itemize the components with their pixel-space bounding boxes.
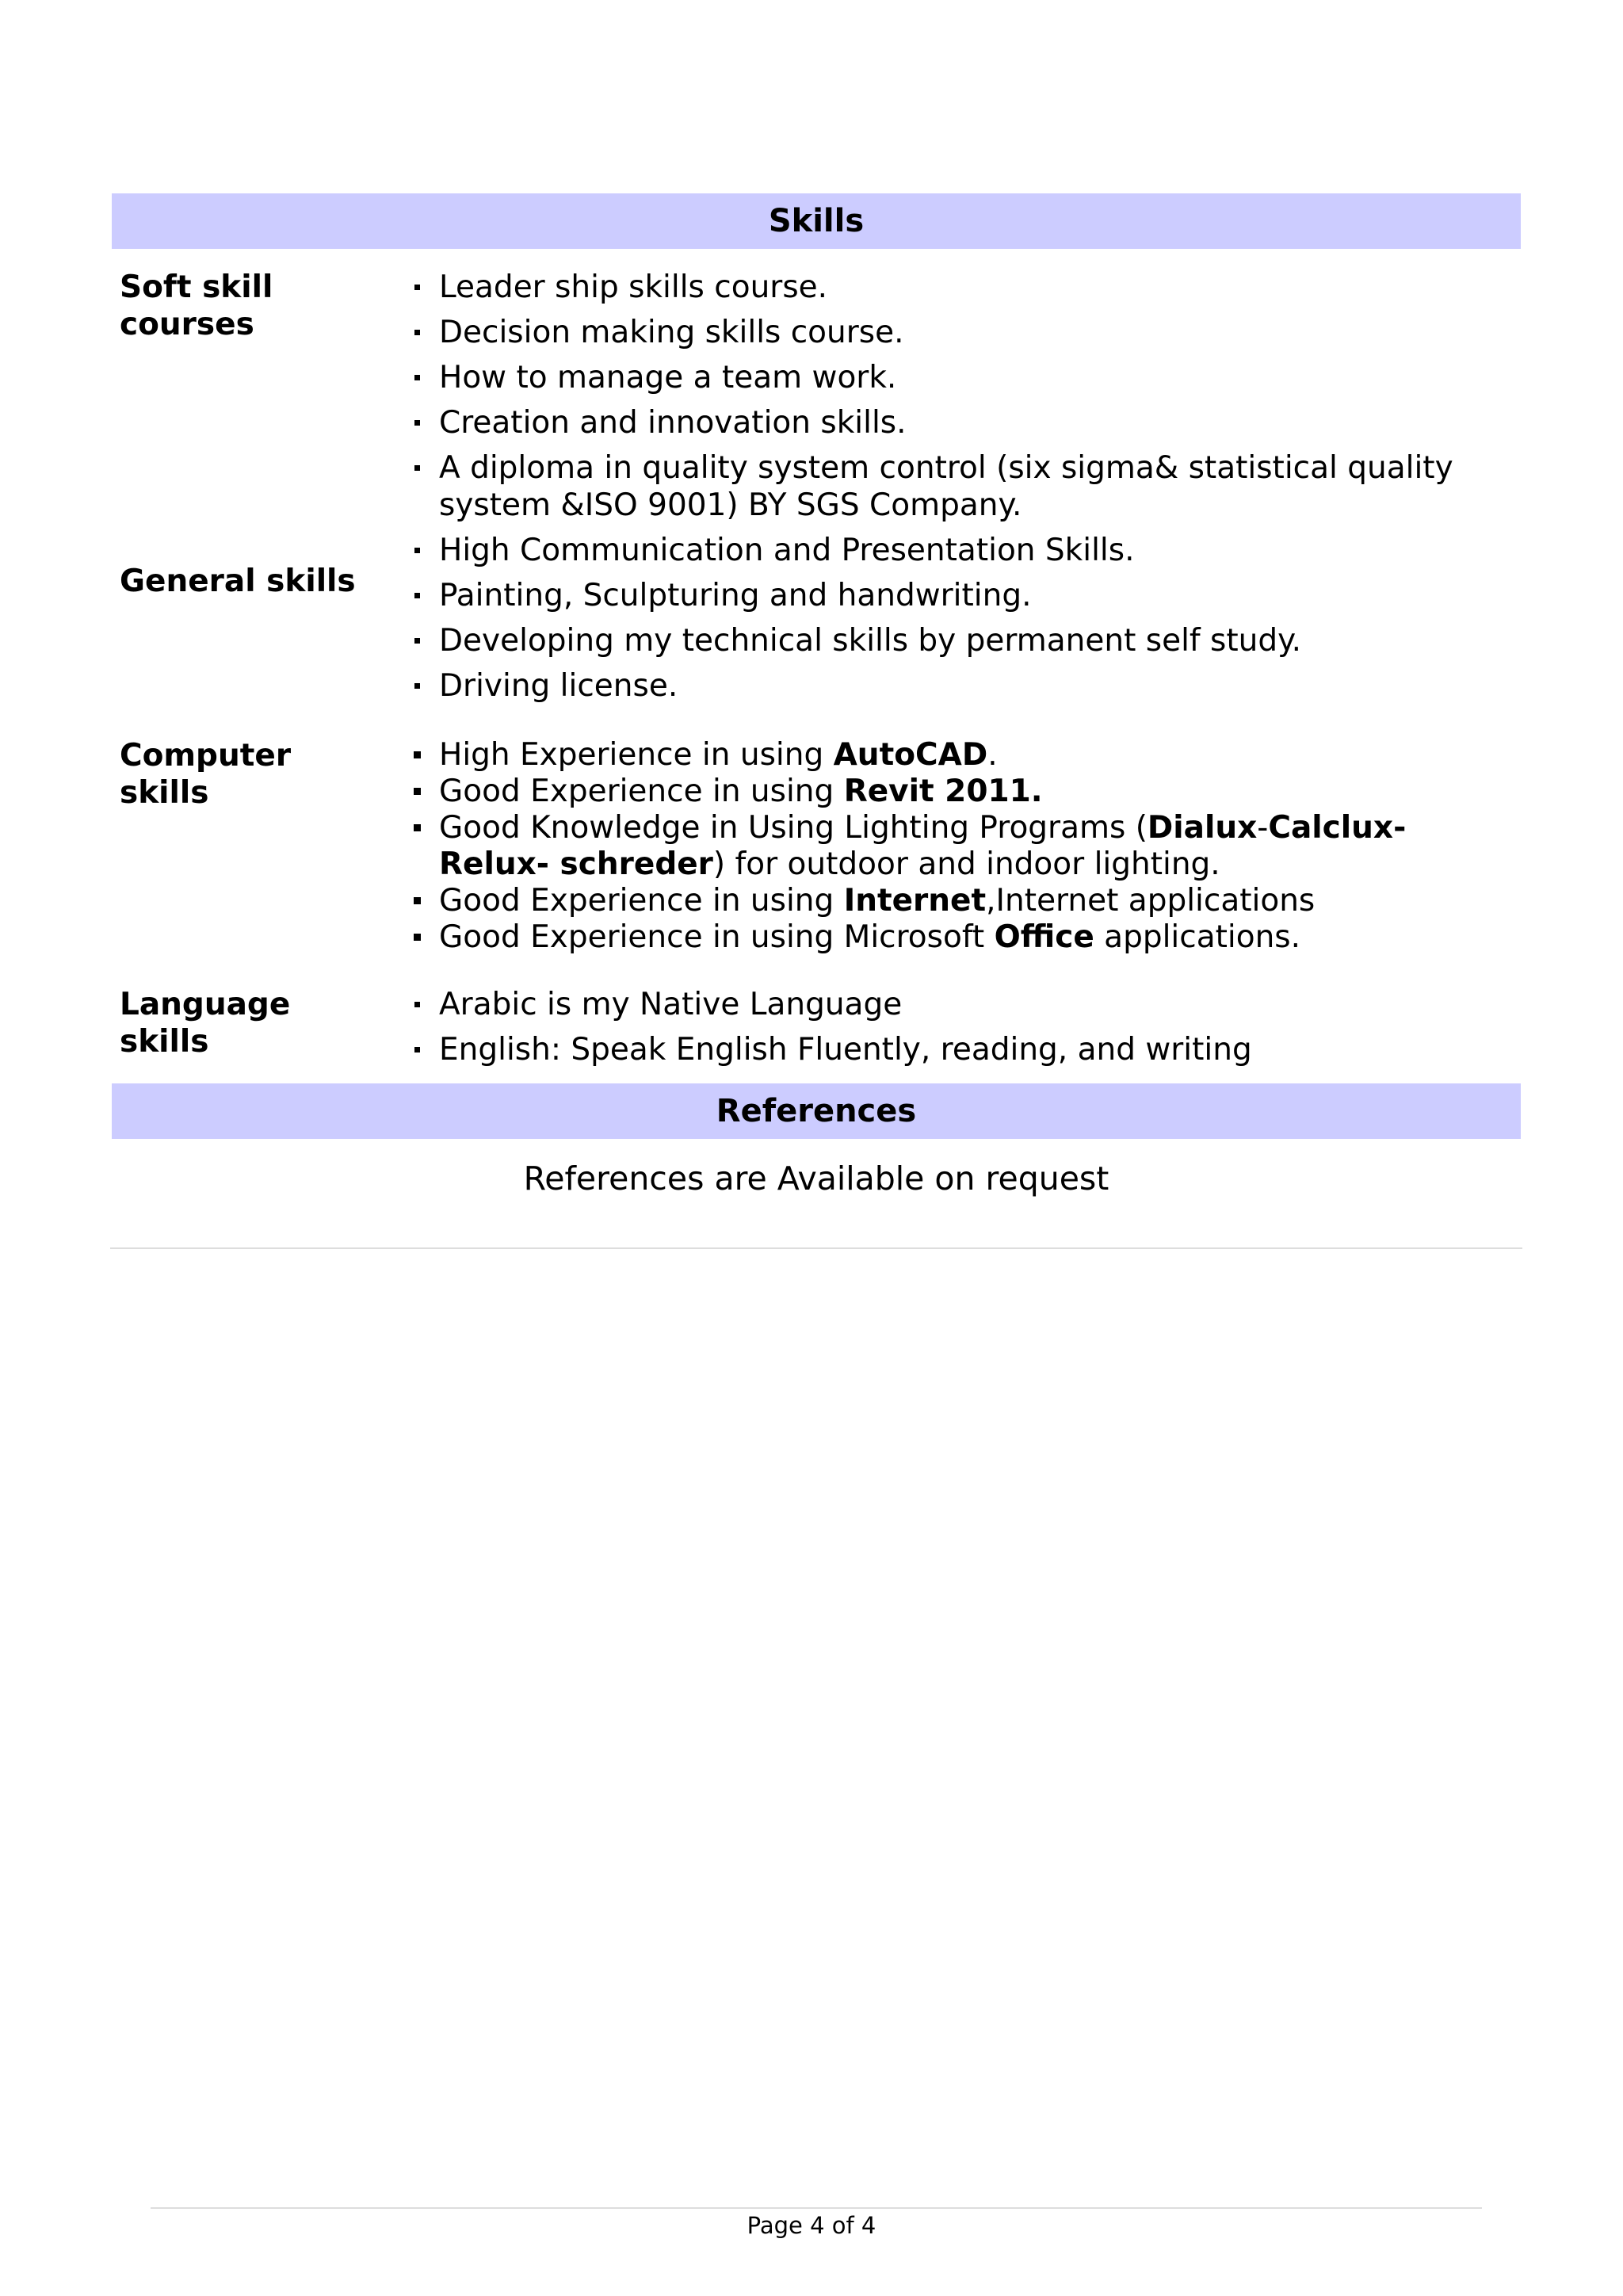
software-name: AutoCAD	[833, 737, 988, 773]
soft-and-general-skills-list	[412, 269, 1514, 712]
software-name: Internet	[843, 883, 987, 919]
bullet-icon	[414, 285, 420, 290]
bullet-icon	[414, 1002, 420, 1007]
software-name: Revit 2011.	[843, 774, 1043, 809]
list-item: High Experience in using AutoCAD.	[412, 737, 1514, 774]
list-item-text: English: Speak English Fluently, reading, and writing	[439, 1032, 1252, 1068]
list-item	[412, 449, 1514, 524]
list-item: Good Experience in using Revit 2011.	[412, 774, 1514, 810]
list-item	[412, 404, 1514, 441]
bullet-icon	[414, 548, 420, 553]
list-item: Good Knowledge in Using Lighting Programs (Dialux-Calclux-Relux- schreder) for outdoor and indoor lighting.	[412, 810, 1514, 883]
section-divider	[110, 1247, 1522, 1249]
bullet-icon	[414, 934, 421, 941]
soft-skill-courses-label: Soft skill courses	[120, 269, 273, 342]
list-item-text: Leader ship skills course.	[439, 269, 828, 305]
bullet-icon	[414, 1047, 420, 1052]
list-item	[412, 269, 1514, 306]
list-item-text: Driving license.	[439, 668, 678, 704]
list-item	[412, 314, 1514, 351]
list-item: Good Experience in using Internet,Internet applications	[412, 883, 1514, 919]
bullet-icon	[414, 897, 421, 904]
computer-skills-list	[412, 737, 1514, 956]
bullet-icon	[414, 330, 420, 335]
bullet-icon	[414, 593, 420, 598]
list-item	[412, 667, 1514, 705]
bullet-icon	[414, 420, 420, 426]
page-number: Page 4 of 4	[747, 2212, 876, 2239]
software-name: Calclux-Relux- schreder	[439, 810, 1407, 882]
list-item-text: Arabic is my Native Language	[439, 987, 903, 1022]
language-skills-list	[412, 986, 1514, 1076]
list-item-text: Painting, Sculpturing and handwriting.	[439, 578, 1032, 613]
list-item-text: Developing my technical skills by permanent self study.	[439, 623, 1302, 659]
skills-section-header: Skills	[112, 193, 1521, 249]
list-item-text: How to manage a team work.	[439, 360, 897, 395]
software-name: Dialux	[1147, 810, 1258, 846]
list-item	[412, 577, 1514, 614]
list-item-text: High Communication and Presentation Skills.	[439, 533, 1135, 568]
bullet-icon	[414, 638, 420, 644]
list-item-text: A diploma in quality system control (six sigma& statistical quality system &ISO 9001) BY SGS Company.	[439, 450, 1453, 523]
list-item-text: Decision making skills course.	[439, 315, 904, 350]
references-text: References are Available on request	[523, 1159, 1109, 1198]
list-item	[412, 986, 1514, 1023]
bullet-icon	[414, 788, 421, 795]
list-item	[412, 1031, 1514, 1068]
list-item	[412, 622, 1514, 659]
language-skills-label: Language skills	[120, 987, 291, 1060]
list-item	[412, 532, 1514, 569]
computer-skills-label: Computer skills	[120, 738, 292, 811]
list-item	[412, 359, 1514, 396]
software-name: Office	[994, 919, 1094, 955]
bullet-icon	[414, 824, 421, 831]
bullet-icon	[414, 751, 421, 758]
bullet-icon	[414, 375, 420, 380]
list-item: Good Experience in using Microsoft Office applications.	[412, 919, 1514, 956]
bullet-icon	[414, 465, 420, 471]
references-section-header: References	[112, 1083, 1521, 1139]
list-item-text: Creation and innovation skills.	[439, 405, 907, 441]
footer-divider	[151, 2207, 1482, 2209]
bullet-icon	[414, 683, 420, 689]
general-skills-label: General skills	[120, 563, 356, 599]
